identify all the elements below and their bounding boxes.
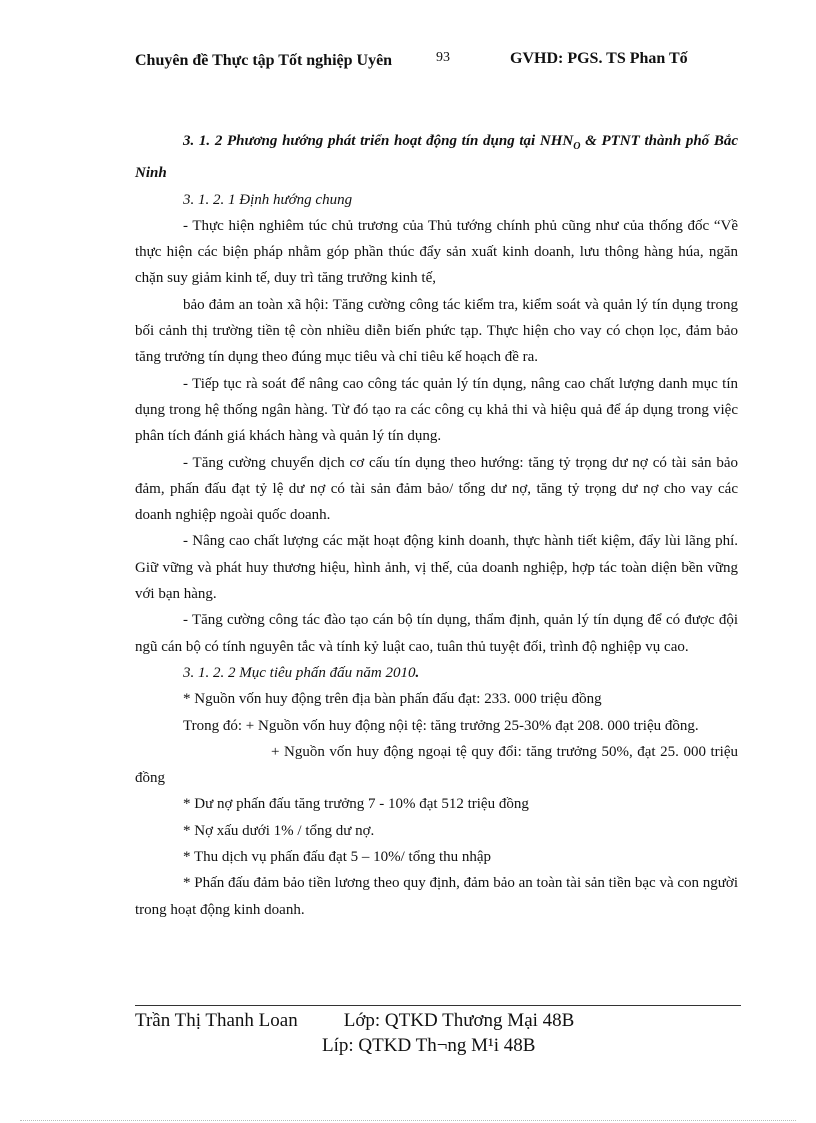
goal-item: Trong đó: + Nguồn vốn huy động nội tệ: tăng trưởng 25-30% đạt 208. 000 triệu đồng. bbox=[183, 717, 699, 734]
paragraph: bảo đảm an toàn xã hội: Tăng cường công tác kiểm tra, kiểm soát và quản lý tín dụng trong bối cảnh thị trường tiền tệ còn nhiều diễn biến phức tạp. Thực hiện cho vay có chọn lọc, đảm bảo tăng trưởng tín dụng theo đúng mục tiêu và chỉ tiêu kế hoạch đề ra. bbox=[135, 296, 738, 366]
goal-item: * Phấn đấu đảm bảo tiền lương theo quy định, đảm bảo an toàn tài sản tiền bạc và con người trong hoạt động kinh doanh. bbox=[135, 875, 738, 918]
section-heading-text: 3. 1. 2 Phương hướng phát triển hoạt động tín dụng tại NHN bbox=[183, 133, 574, 149]
page-number: 93 bbox=[436, 50, 450, 65]
paragraph: - Tăng cường chuyển dịch cơ cấu tín dụng theo hướng: tăng tỷ trọng dư nợ có tài sản bảo đảm, phấn đấu đạt tỷ lệ dư nợ có tài sản đảm bảo/ tổng dư nợ, tăng tỷ trọng dư nợ cho vay các doanh nghiệp ngoài quốc doanh. bbox=[135, 454, 738, 524]
goal-item: * Nợ xấu dưới 1% / tổng dư nợ. bbox=[183, 822, 375, 839]
subsection-1-title: 3. 1. 2. 1 Định hướng chung bbox=[183, 191, 353, 208]
footer-class: Lớp: QTKD Thương Mại 48B bbox=[343, 1010, 575, 1031]
subsection-2-title bbox=[135, 660, 738, 686]
page-bottom-border bbox=[20, 1120, 796, 1121]
goal-item: + Nguồn vốn huy động ngoại tệ quy đổi: tăng trưởng 50%, đạt 25. 000 triệu đồng bbox=[135, 743, 738, 787]
section-heading bbox=[135, 128, 738, 187]
header-title: Chuyên đề Thực tập Tốt nghiệp Uyên bbox=[135, 52, 393, 69]
paragraph: - Tăng cường công tác đào tạo cán bộ tín dụng, thẩm định, quản lý tín dụng để có được đội ngũ cán bộ có tính nguyên tắc và tính kỷ luật cao, tuân thủ tuyệt đối, trình độ nghiệp vụ cao. bbox=[135, 612, 738, 655]
footer-student: Trần Thị Thanh Loan bbox=[135, 1010, 298, 1031]
section-heading-subscript: O bbox=[573, 141, 581, 152]
paragraph: - Tiếp tục rà soát để nâng cao công tác quản lý tín dụng, nâng cao chất lượng danh mục tín dụng trong hệ thống ngân hàng. Từ đó tạo ra các công cụ khả thi và hiệu quả để áp dụng trong việc phân tích đánh giá khách hàng và quản lý tín dụng. bbox=[135, 375, 738, 445]
goal-item: * Thu dịch vụ phấn đấu đạt 5 – 10%/ tổng thu nhập bbox=[183, 849, 492, 866]
goal-item: * Nguồn vốn huy động trên địa bàn phấn đấu đạt: 233. 000 triệu đồng bbox=[183, 691, 602, 708]
footer-line-2: Líp: QTKD Th¬ng M¹i 48B bbox=[322, 1035, 536, 1056]
header-advisor: GVHD: PGS. TS Phan Tố bbox=[510, 50, 688, 67]
goal-item: * Dư nợ phấn đấu tăng trưởng 7 - 10% đạt 512 triệu đồng bbox=[183, 796, 529, 813]
footer-line-1 bbox=[135, 1010, 574, 1032]
footer-divider bbox=[135, 1005, 741, 1006]
paragraph: - Thực hiện nghiêm túc chủ trương của Thủ tướng chính phủ cũng như của thống đốc “Về thực hiện các biện pháp nhằm góp phần thúc đẩy sản xuất kinh doanh, lưu thông hàng húa, ngăn chặn suy giảm kinh tế, duy trì tăng trưởng kinh tế, bbox=[135, 217, 738, 287]
paragraph: - Nâng cao chất lượng các mặt hoạt động kinh doanh, thực hành tiết kiệm, đẩy lùi lãng phí. Giữ vững và phát huy thương hiệu, hình ảnh, vị thế, của doanh nghiệp, hợp tác toàn diện bền vững với bạn hàng. bbox=[135, 533, 738, 603]
body-content bbox=[135, 128, 738, 923]
section-heading-text-2: & PTNT thành phố Bắc Ninh bbox=[135, 133, 739, 182]
subsection-2-title-text: 3. 1. 2. 2 Mục tiêu phấn đấu năm 2010 bbox=[183, 664, 416, 681]
subsection-2-title-period: . bbox=[415, 664, 420, 681]
